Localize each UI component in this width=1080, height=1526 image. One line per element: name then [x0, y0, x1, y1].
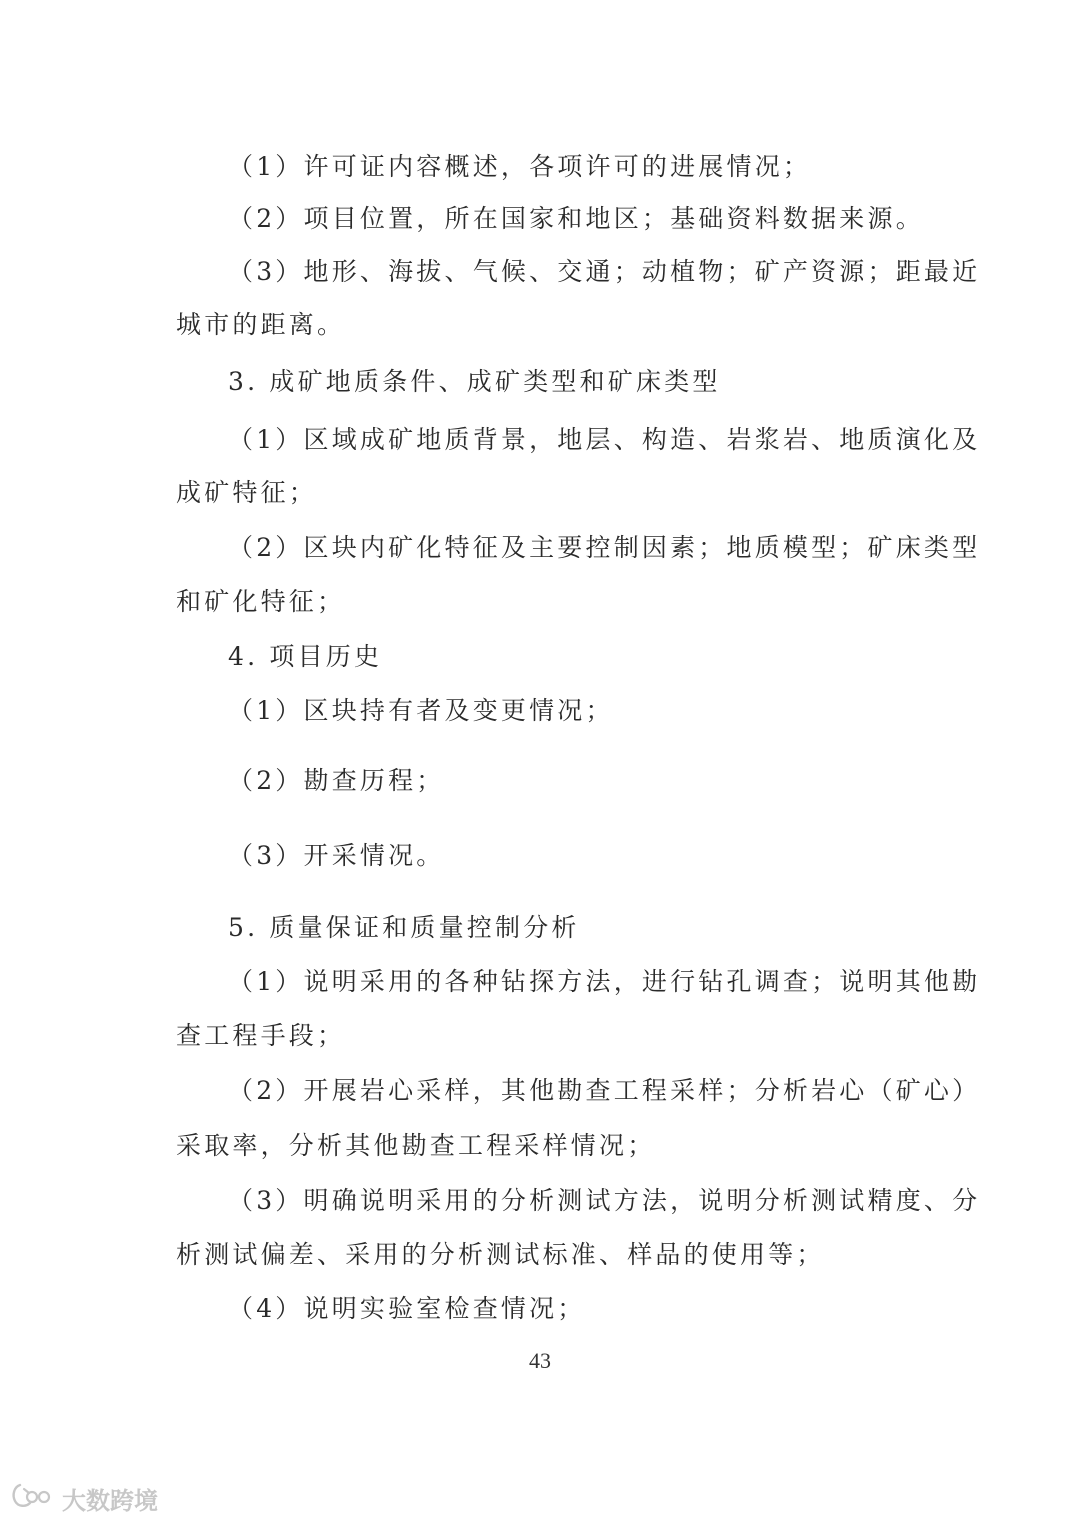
list-item-regional-geology-cont: 成矿特征；	[176, 478, 318, 507]
list-item-terrain-cont: 城市的距离。	[176, 310, 346, 339]
section-heading-3: 3. 成矿地质条件、成矿类型和矿床类型	[228, 367, 721, 396]
section-heading-5: 5. 质量保证和质量控制分析	[228, 913, 580, 942]
list-item-core-sampling: （2）开展岩心采样，其他勘查工程采样；分析岩心（矿心）	[228, 1076, 981, 1105]
list-item-analysis-methods-cont: 析测试偏差、采用的分析测试标准、样品的使用等；	[176, 1240, 825, 1269]
list-item-mining-status: （3）开采情况。	[228, 841, 445, 870]
list-item-mineralization-cont: 和矿化特征；	[176, 587, 346, 616]
list-item-drilling-methods: （1）说明采用的各种钻探方法，进行钻孔调查；说明其他勘	[228, 967, 981, 996]
page-number: 43	[529, 1348, 551, 1373]
list-item-project-location: （2）项目位置，所在国家和地区；基础资料数据来源。	[228, 204, 924, 233]
list-item-regional-geology: （1）区域成矿地质背景，地层、构造、岩浆岩、地质演化及	[228, 425, 981, 454]
list-item-block-holders: （1）区块持有者及变更情况；	[228, 696, 614, 725]
logo-icon	[10, 1481, 56, 1515]
list-item-drilling-methods-cont: 查工程手段；	[176, 1021, 346, 1050]
list-item-permit-overview: （1）许可证内容概述，各项许可的进展情况；	[228, 152, 812, 181]
list-item-terrain: （3）地形、海拔、气候、交通；动植物；矿产资源；距最近	[228, 257, 981, 286]
watermark-text: 大数跨境	[62, 1486, 158, 1515]
list-item-lab-checks: （4）说明实验室检查情况；	[228, 1294, 586, 1323]
list-item-core-sampling-cont: 采取率，分析其他勘查工程采样情况；	[176, 1131, 656, 1160]
section-heading-4: 4. 项目历史	[228, 642, 383, 671]
list-item-mineralization: （2）区块内矿化特征及主要控制因素；地质模型；矿床类型	[228, 533, 981, 562]
list-item-exploration-history: （2）勘查历程；	[228, 766, 445, 795]
watermark	[10, 1480, 158, 1516]
list-item-analysis-methods: （3）明确说明采用的分析测试方法，说明分析测试精度、分	[228, 1186, 981, 1215]
